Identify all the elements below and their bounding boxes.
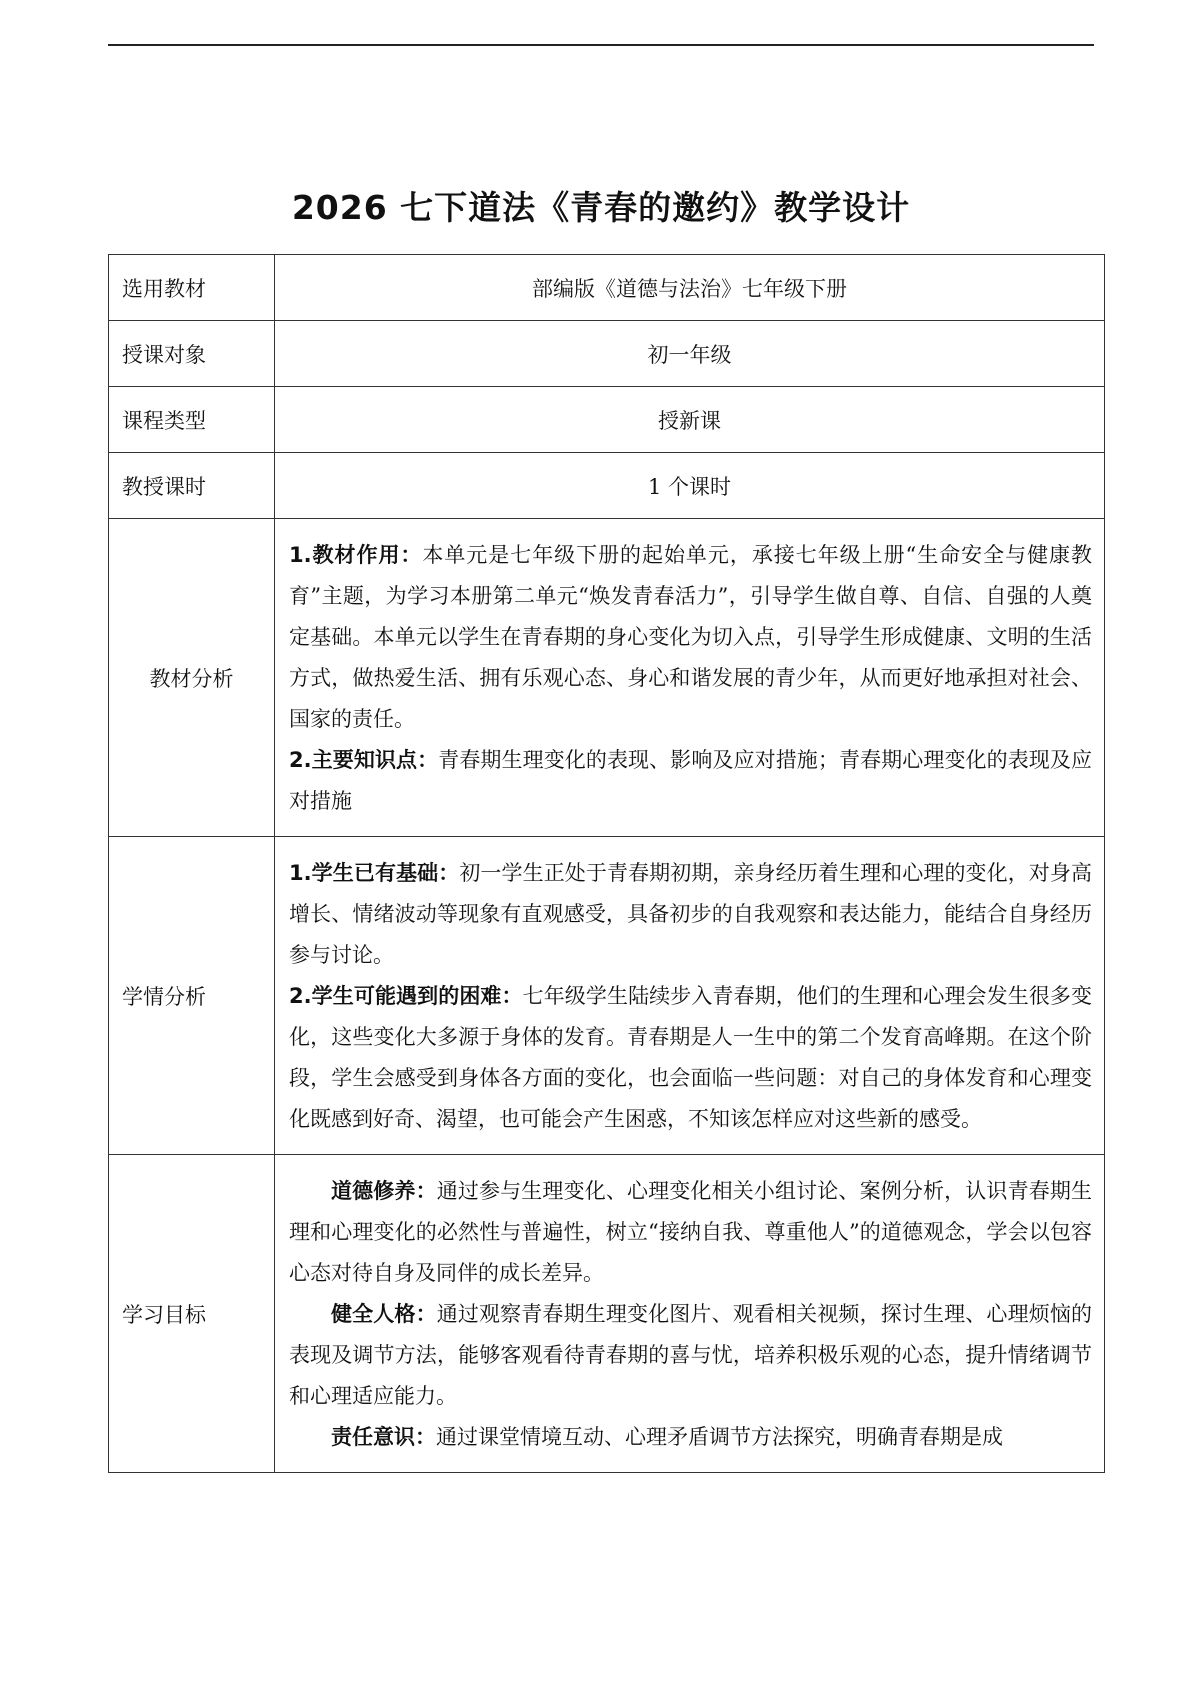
table-row-material-analysis bbox=[109, 519, 1105, 837]
paragraph-heading: 道德修养： bbox=[331, 1179, 437, 1203]
paragraph-heading: 2.学生可能遇到的困难： bbox=[289, 984, 523, 1008]
table-row bbox=[109, 255, 1105, 321]
paragraph-heading: 2.主要知识点： bbox=[289, 748, 439, 772]
row-label: 授课对象 bbox=[109, 321, 275, 387]
paragraph-text: 七年级学生陆续步入青春期，他们的生理和心理会发生很多变化，这些变化大多源于身体的发育。青春期是人一生中的第二个发育高峰期。在这个阶段，学生会感受到身体各方面的变化，也会面临一些问题：对自己的身体发育和心理变化既感到好奇、渴望，也可能会产生困惑，不知该怎样应对这些新的感受。 bbox=[289, 984, 1093, 1131]
paragraph-text: 通过观察青春期生理变化图片、观看相关视频，探讨生理、心理烦恼的表现及调节方法，能够客观看待青春期的喜与忧，培养积极乐观的心态，提升情绪调节和心理适应能力。 bbox=[289, 1302, 1093, 1408]
paragraph-heading: 1.学生已有基础： bbox=[289, 861, 460, 885]
row-value: 1 个课时 bbox=[275, 453, 1105, 519]
paragraph bbox=[289, 976, 1092, 1140]
paragraph bbox=[289, 853, 1092, 976]
paragraph-heading: 健全人格： bbox=[331, 1302, 437, 1326]
row-label: 学情分析 bbox=[109, 837, 275, 1155]
table-row-learning-goals bbox=[109, 1155, 1105, 1473]
material-analysis-content bbox=[275, 519, 1105, 837]
row-value: 授新课 bbox=[275, 387, 1105, 453]
header-rule bbox=[108, 44, 1094, 46]
row-label: 教材分析 bbox=[109, 519, 275, 837]
row-label: 学习目标 bbox=[109, 1155, 275, 1473]
paragraph-text: 青春期生理变化的表现、影响及应对措施；青春期心理变化的表现及应对措施 bbox=[289, 748, 1092, 813]
row-label: 教授课时 bbox=[109, 453, 275, 519]
row-label: 课程类型 bbox=[109, 387, 275, 453]
learning-goals-content bbox=[275, 1155, 1105, 1473]
student-analysis-content bbox=[275, 837, 1105, 1155]
table-row bbox=[109, 387, 1105, 453]
paragraph bbox=[289, 535, 1092, 740]
paragraph bbox=[289, 740, 1092, 822]
paragraph-heading: 责任意识： bbox=[331, 1425, 436, 1449]
paragraph-heading: 1.教材作用： bbox=[289, 543, 423, 567]
paragraph-text: 通过参与生理变化、心理变化相关小组讨论、案例分析，认识青春期生理和心理变化的必然性与普遍性，树立“接纳自我、尊重他人”的道德观念，学会以包容心态对待自身及同伴的成长差异。 bbox=[289, 1179, 1093, 1285]
row-label: 选用教材 bbox=[109, 255, 275, 321]
table-row-student-analysis bbox=[109, 837, 1105, 1155]
paragraph bbox=[289, 1171, 1092, 1294]
paragraph-text: 本单元是七年级下册的起始单元，承接七年级上册“生命安全与健康教育”主题，为学习本册第二单元“焕发青春活力”，引导学生做自尊、自信、自强的人奠定基础。本单元以学生在青春期的身心变化为切入点，引导学生形成健康、文明的生活方式，做热爱生活、拥有乐观心态、身心和谐发展的青少年，从而更好地承担对社会、国家的责任。 bbox=[289, 543, 1093, 731]
row-value: 部编版《道德与法治》七年级下册 bbox=[275, 255, 1105, 321]
paragraph bbox=[289, 1417, 1092, 1458]
paragraph-text: 通过课堂情境互动、心理矛盾调节方法探究，明确青春期是成 bbox=[436, 1425, 1003, 1449]
row-value: 初一年级 bbox=[275, 321, 1105, 387]
paragraph-text: 初一学生正处于青春期初期，亲身经历着生理和心理的变化，对身高增长、情绪波动等现象有直观感受，具备初步的自我观察和表达能力，能结合自身经历参与讨论。 bbox=[289, 861, 1092, 967]
document-title: 2026 七下道法《青春的邀约》教学设计 bbox=[291, 188, 911, 227]
table-row bbox=[109, 321, 1105, 387]
paragraph bbox=[289, 1294, 1092, 1417]
table-row bbox=[109, 453, 1105, 519]
lesson-plan-table bbox=[108, 254, 1105, 1473]
